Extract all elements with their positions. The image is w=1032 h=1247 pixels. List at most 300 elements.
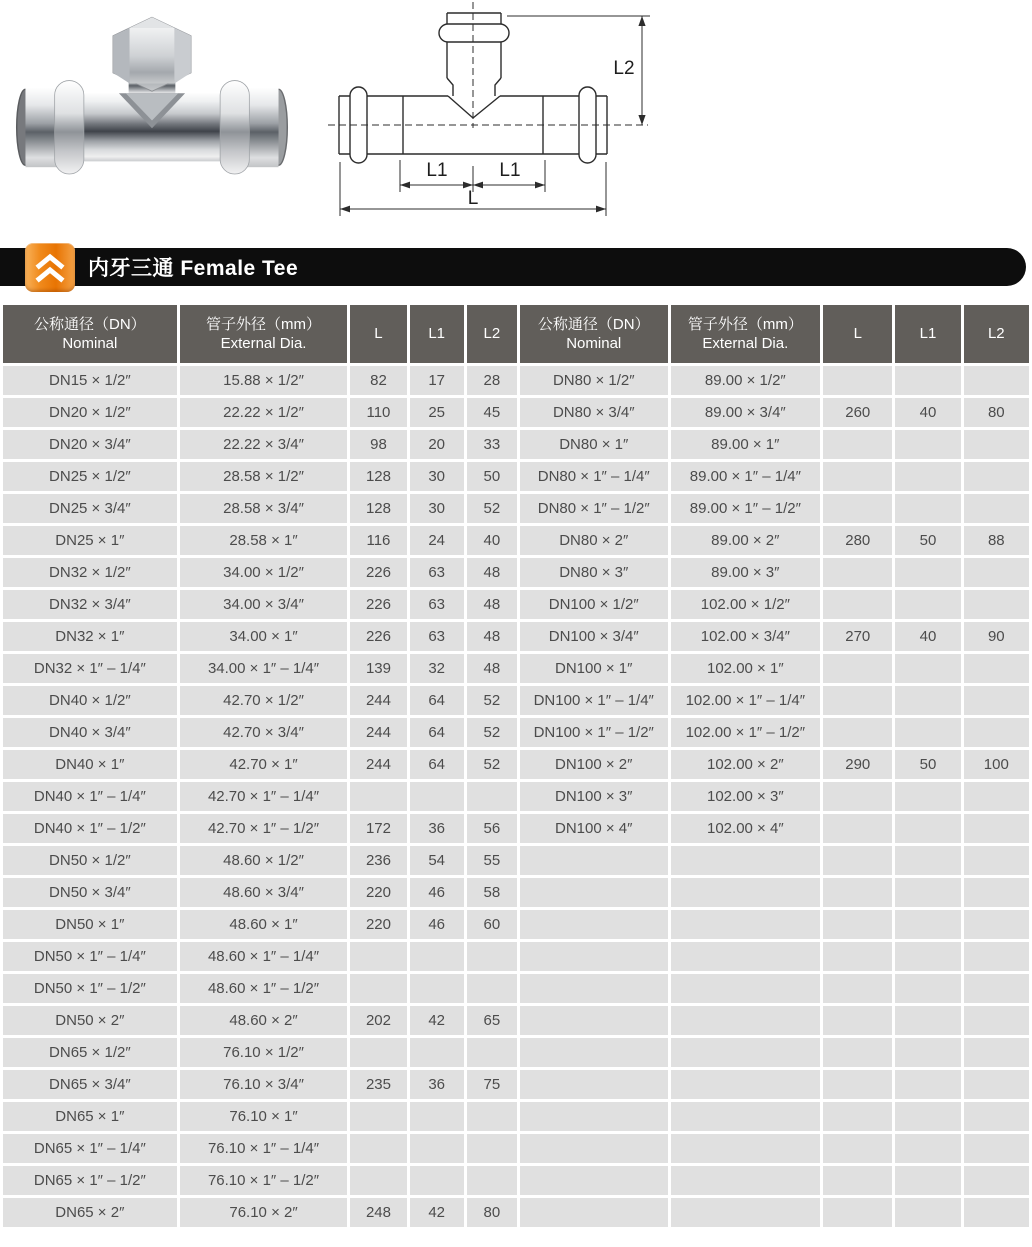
header-external-en: External Dia. [220,335,307,352]
table-cell [895,654,960,683]
table-cell [520,1070,668,1099]
spec-table-body [3,366,1029,1227]
table-cell [520,1198,668,1227]
table-cell: DN40 × 1/2″ [3,686,177,715]
table-row [3,1070,1029,1099]
table-cell: 36 [410,814,464,843]
technical-drawing [300,0,700,232]
header-l1-left: L1 [410,305,464,363]
table-cell [895,718,960,747]
table-cell [964,814,1029,843]
table-cell: DN100 × 1″ [520,654,668,683]
table-cell [895,1070,960,1099]
table-cell [895,942,960,971]
table-cell [823,1102,892,1131]
table-cell: DN32 × 1/2″ [3,558,177,587]
header-nominal-zh: 公称通径（DN） [537,315,650,333]
table-row [3,398,1029,427]
table-cell: 54 [410,846,464,875]
table-cell [350,1102,406,1131]
table-cell [671,910,821,939]
table-cell: DN80 × 2″ [520,526,668,555]
table-cell: DN20 × 1/2″ [3,398,177,427]
table-row [3,1166,1029,1195]
table-cell: DN65 × 1″ – 1/4″ [3,1134,177,1163]
product-photo [6,2,298,200]
table-cell: 42 [410,1198,464,1227]
table-cell [823,846,892,875]
table-row [3,1006,1029,1035]
table-cell: DN40 × 1″ [3,750,177,779]
table-cell [964,1102,1029,1131]
table-cell [520,1038,668,1067]
table-cell [410,1134,464,1163]
table-cell: 48 [467,654,517,683]
table-cell: 30 [410,462,464,491]
table-cell: DN40 × 1″ – 1/4″ [3,782,177,811]
table-cell [823,654,892,683]
table-cell: 248 [350,1198,406,1227]
table-cell: 102.00 × 2″ [671,750,821,779]
table-cell [895,1038,960,1067]
table-cell: 52 [467,750,517,779]
table-cell: 52 [467,718,517,747]
table-cell [964,558,1029,587]
table-cell: 34.00 × 1″ – 1/4″ [180,654,348,683]
table-row [3,846,1029,875]
table-cell [410,942,464,971]
table-cell [823,1198,892,1227]
table-cell: 244 [350,686,406,715]
header-l1-right: L1 [895,305,960,363]
table-cell: DN100 × 1″ – 1/2″ [520,718,668,747]
table-cell [520,1134,668,1163]
table-cell: 75 [467,1070,517,1099]
table-cell: 89.00 × 1″ [671,430,821,459]
table-cell [964,430,1029,459]
table-cell [964,782,1029,811]
table-cell [895,782,960,811]
header-l-right: L [823,305,892,363]
table-cell: 64 [410,750,464,779]
table-cell: DN80 × 1/2″ [520,366,668,395]
table-cell: 48.60 × 1″ [180,910,348,939]
table-cell [520,1102,668,1131]
table-cell: 34.00 × 3/4″ [180,590,348,619]
table-cell: DN80 × 1″ – 1/2″ [520,494,668,523]
table-cell: 42.70 × 1″ – 1/2″ [180,814,348,843]
table-row [3,942,1029,971]
table-cell: 102.00 × 4″ [671,814,821,843]
table-cell [964,1134,1029,1163]
header-nominal-en: Nominal [566,335,622,352]
table-row [3,654,1029,683]
table-cell: DN32 × 1″ [3,622,177,651]
table-cell: 80 [964,398,1029,427]
spec-table [0,302,1032,1230]
table-cell [823,494,892,523]
double-chevron-up-icon [33,253,67,283]
table-cell [410,1038,464,1067]
table-cell [520,1166,668,1195]
table-cell [964,878,1029,907]
table-cell: 89.00 × 3/4″ [671,398,821,427]
table-cell [823,782,892,811]
table-cell: 63 [410,590,464,619]
table-cell: 40 [895,622,960,651]
table-cell: 46 [410,878,464,907]
table-cell: 34.00 × 1″ [180,622,348,651]
table-cell [350,782,406,811]
table-cell: 226 [350,558,406,587]
table-cell [895,430,960,459]
dim-label-l2: L2 [613,58,635,79]
table-cell [671,1070,821,1099]
table-cell: 30 [410,494,464,523]
table-cell: DN100 × 4″ [520,814,668,843]
table-row [3,558,1029,587]
table-cell: DN100 × 1/2″ [520,590,668,619]
table-cell: 63 [410,622,464,651]
table-cell [467,1166,517,1195]
header-l2-right: L2 [964,305,1029,363]
table-cell: DN80 × 1″ – 1/4″ [520,462,668,491]
table-cell [467,1038,517,1067]
table-row [3,750,1029,779]
table-cell [964,366,1029,395]
dim-label-l: L [467,188,479,209]
table-cell [410,1102,464,1131]
table-cell: 40 [895,398,960,427]
table-cell: 270 [823,622,892,651]
table-cell [671,878,821,907]
table-cell: DN50 × 1″ – 1/4″ [3,942,177,971]
table-cell: 202 [350,1006,406,1035]
section-header [0,248,1026,286]
table-cell: DN32 × 3/4″ [3,590,177,619]
table-row [3,910,1029,939]
table-cell: 89.00 × 3″ [671,558,821,587]
table-cell [671,942,821,971]
table-cell [964,974,1029,1003]
table-cell: 52 [467,686,517,715]
table-row [3,622,1029,651]
table-cell: DN25 × 1/2″ [3,462,177,491]
table-cell [823,462,892,491]
header-external-zh: 管子外径（mm） [687,315,803,333]
table-cell [823,718,892,747]
dim-label-l1-right: L1 [499,160,521,181]
table-cell: 42.70 × 1″ – 1/4″ [180,782,348,811]
table-cell: 28.58 × 1″ [180,526,348,555]
table-cell: 128 [350,462,406,491]
table-cell [671,974,821,1003]
table-cell: 25 [410,398,464,427]
table-cell: 64 [410,718,464,747]
section-header-tab [25,243,75,292]
table-cell: DN50 × 1″ – 1/2″ [3,974,177,1003]
table-cell: DN65 × 3/4″ [3,1070,177,1099]
table-cell: DN40 × 3/4″ [3,718,177,747]
table-cell [895,558,960,587]
table-cell [964,1038,1029,1067]
spec-table-header-row [3,305,1029,363]
table-cell [895,910,960,939]
table-cell: 48.60 × 2″ [180,1006,348,1035]
table-cell: 50 [895,750,960,779]
table-cell: DN100 × 2″ [520,750,668,779]
table-cell: 139 [350,654,406,683]
table-cell [823,558,892,587]
table-cell: DN100 × 3/4″ [520,622,668,651]
table-cell: 82 [350,366,406,395]
table-cell [823,878,892,907]
table-cell: DN65 × 1/2″ [3,1038,177,1067]
table-row [3,1038,1029,1067]
table-cell [823,910,892,939]
table-cell: 22.22 × 3/4″ [180,430,348,459]
table-cell [823,814,892,843]
table-cell [823,1070,892,1099]
table-cell [671,1102,821,1131]
table-cell [350,942,406,971]
table-row [3,1102,1029,1131]
table-cell: DN32 × 1″ – 1/4″ [3,654,177,683]
table-cell [964,1006,1029,1035]
table-row [3,1198,1029,1227]
table-cell [520,974,668,1003]
table-cell: 128 [350,494,406,523]
table-cell: 280 [823,526,892,555]
table-cell [895,974,960,1003]
header-external-right [671,305,821,363]
table-cell: DN100 × 3″ [520,782,668,811]
table-cell: DN40 × 1″ – 1/2″ [3,814,177,843]
table-cell: DN65 × 2″ [3,1198,177,1227]
table-cell: 88 [964,526,1029,555]
table-cell: 36 [410,1070,464,1099]
table-cell: 89.00 × 2″ [671,526,821,555]
table-cell: 236 [350,846,406,875]
header-nominal-en: Nominal [62,335,118,352]
table-cell: 76.10 × 1″ [180,1102,348,1131]
header-external-left [180,305,348,363]
table-cell: DN50 × 3/4″ [3,878,177,907]
table-cell: 42.70 × 1/2″ [180,686,348,715]
table-cell [895,1102,960,1131]
table-cell [671,1166,821,1195]
table-cell: 76.10 × 2″ [180,1198,348,1227]
table-cell: DN20 × 3/4″ [3,430,177,459]
table-row [3,814,1029,843]
table-cell: 28 [467,366,517,395]
header-l2-left: L2 [467,305,517,363]
table-cell [671,1134,821,1163]
table-cell: 48.60 × 1″ – 1/4″ [180,942,348,971]
table-cell: 100 [964,750,1029,779]
table-cell [895,1006,960,1035]
table-row [3,1134,1029,1163]
table-cell: 76.10 × 1″ – 1/4″ [180,1134,348,1163]
table-cell: 48 [467,590,517,619]
table-cell: 102.00 × 1″ [671,654,821,683]
table-cell: 56 [467,814,517,843]
table-cell: 60 [467,910,517,939]
table-cell: 102.00 × 1/2″ [671,590,821,619]
table-cell [823,1006,892,1035]
header-nominal-right [520,305,668,363]
table-cell: 42.70 × 1″ [180,750,348,779]
table-cell [895,1134,960,1163]
table-cell: 28.58 × 3/4″ [180,494,348,523]
table-cell: 226 [350,590,406,619]
table-cell [964,1070,1029,1099]
table-cell: 45 [467,398,517,427]
table-cell [895,590,960,619]
table-cell [964,462,1029,491]
table-cell: 15.88 × 1/2″ [180,366,348,395]
table-row [3,782,1029,811]
table-cell [964,942,1029,971]
table-cell: 89.00 × 1″ – 1/4″ [671,462,821,491]
table-cell: 244 [350,718,406,747]
table-cell: 116 [350,526,406,555]
table-cell: 17 [410,366,464,395]
table-cell [964,654,1029,683]
table-cell [520,910,668,939]
table-cell: DN25 × 1″ [3,526,177,555]
table-row [3,462,1029,491]
table-cell: 244 [350,750,406,779]
table-cell: 42.70 × 3/4″ [180,718,348,747]
table-cell [895,366,960,395]
table-cell: DN25 × 3/4″ [3,494,177,523]
table-cell [895,1198,960,1227]
table-cell: 260 [823,398,892,427]
header-nominal-left [3,305,177,363]
table-cell: DN80 × 3/4″ [520,398,668,427]
table-cell [350,974,406,1003]
table-cell [823,366,892,395]
table-cell: DN80 × 1″ [520,430,668,459]
table-cell: 80 [467,1198,517,1227]
table-cell: 235 [350,1070,406,1099]
table-cell [410,1166,464,1195]
table-cell: 220 [350,878,406,907]
table-cell: 76.10 × 1/2″ [180,1038,348,1067]
table-cell [895,878,960,907]
table-cell: 290 [823,750,892,779]
table-cell: 20 [410,430,464,459]
table-cell [350,1134,406,1163]
table-row [3,590,1029,619]
table-cell: DN50 × 1/2″ [3,846,177,875]
table-cell [467,1102,517,1131]
table-cell [520,1006,668,1035]
header-external-en: External Dia. [702,335,789,352]
header-nominal-zh: 公称通径（DN） [34,315,146,333]
table-cell: 76.10 × 1″ – 1/2″ [180,1166,348,1195]
table-cell [350,1038,406,1067]
table-cell: 22.22 × 1/2″ [180,398,348,427]
table-cell: DN50 × 1″ [3,910,177,939]
table-cell: DN100 × 1″ – 1/4″ [520,686,668,715]
table-cell: 28.58 × 1/2″ [180,462,348,491]
table-cell [964,686,1029,715]
table-cell [895,846,960,875]
table-cell: 63 [410,558,464,587]
table-row [3,366,1029,395]
table-cell: 48.60 × 1/2″ [180,846,348,875]
table-cell [823,942,892,971]
table-cell [964,846,1029,875]
table-cell: DN65 × 1″ [3,1102,177,1131]
table-cell: DN50 × 2″ [3,1006,177,1035]
table-cell: 58 [467,878,517,907]
table-cell: 102.00 × 3″ [671,782,821,811]
table-cell: 76.10 × 3/4″ [180,1070,348,1099]
top-section [0,0,1032,248]
table-cell [964,718,1029,747]
table-cell: 226 [350,622,406,651]
table-cell [467,974,517,1003]
table-cell [895,1166,960,1195]
table-cell: 110 [350,398,406,427]
table-cell [823,686,892,715]
table-cell [823,430,892,459]
table-cell: 50 [895,526,960,555]
table-cell: DN65 × 1″ – 1/2″ [3,1166,177,1195]
table-cell: 42 [410,1006,464,1035]
table-row [3,430,1029,459]
table-cell: DN80 × 3″ [520,558,668,587]
table-cell: 65 [467,1006,517,1035]
table-cell [467,782,517,811]
table-cell: 46 [410,910,464,939]
table-row [3,526,1029,555]
table-cell: 52 [467,494,517,523]
table-cell [410,974,464,1003]
table-cell: 32 [410,654,464,683]
dim-label-l1-left: L1 [426,160,448,181]
table-row [3,718,1029,747]
table-cell: 48 [467,558,517,587]
table-cell [823,1166,892,1195]
table-cell: 48.60 × 1″ – 1/2″ [180,974,348,1003]
table-cell: 34.00 × 1/2″ [180,558,348,587]
table-cell [964,590,1029,619]
table-row [3,686,1029,715]
section-title: 内牙三通 Female Tee [88,257,299,280]
table-cell: 220 [350,910,406,939]
table-cell [895,686,960,715]
table-cell: 98 [350,430,406,459]
table-cell [671,1038,821,1067]
table-cell: 90 [964,622,1029,651]
table-cell: 102.00 × 1″ – 1/4″ [671,686,821,715]
table-cell [467,1134,517,1163]
table-cell [671,1006,821,1035]
table-cell [823,1038,892,1067]
table-cell [823,590,892,619]
table-cell: 24 [410,526,464,555]
table-cell: 50 [467,462,517,491]
table-cell: 102.00 × 3/4″ [671,622,821,651]
table-cell: 89.00 × 1″ – 1/2″ [671,494,821,523]
table-cell: 55 [467,846,517,875]
table-cell [671,1198,821,1227]
table-cell [520,878,668,907]
